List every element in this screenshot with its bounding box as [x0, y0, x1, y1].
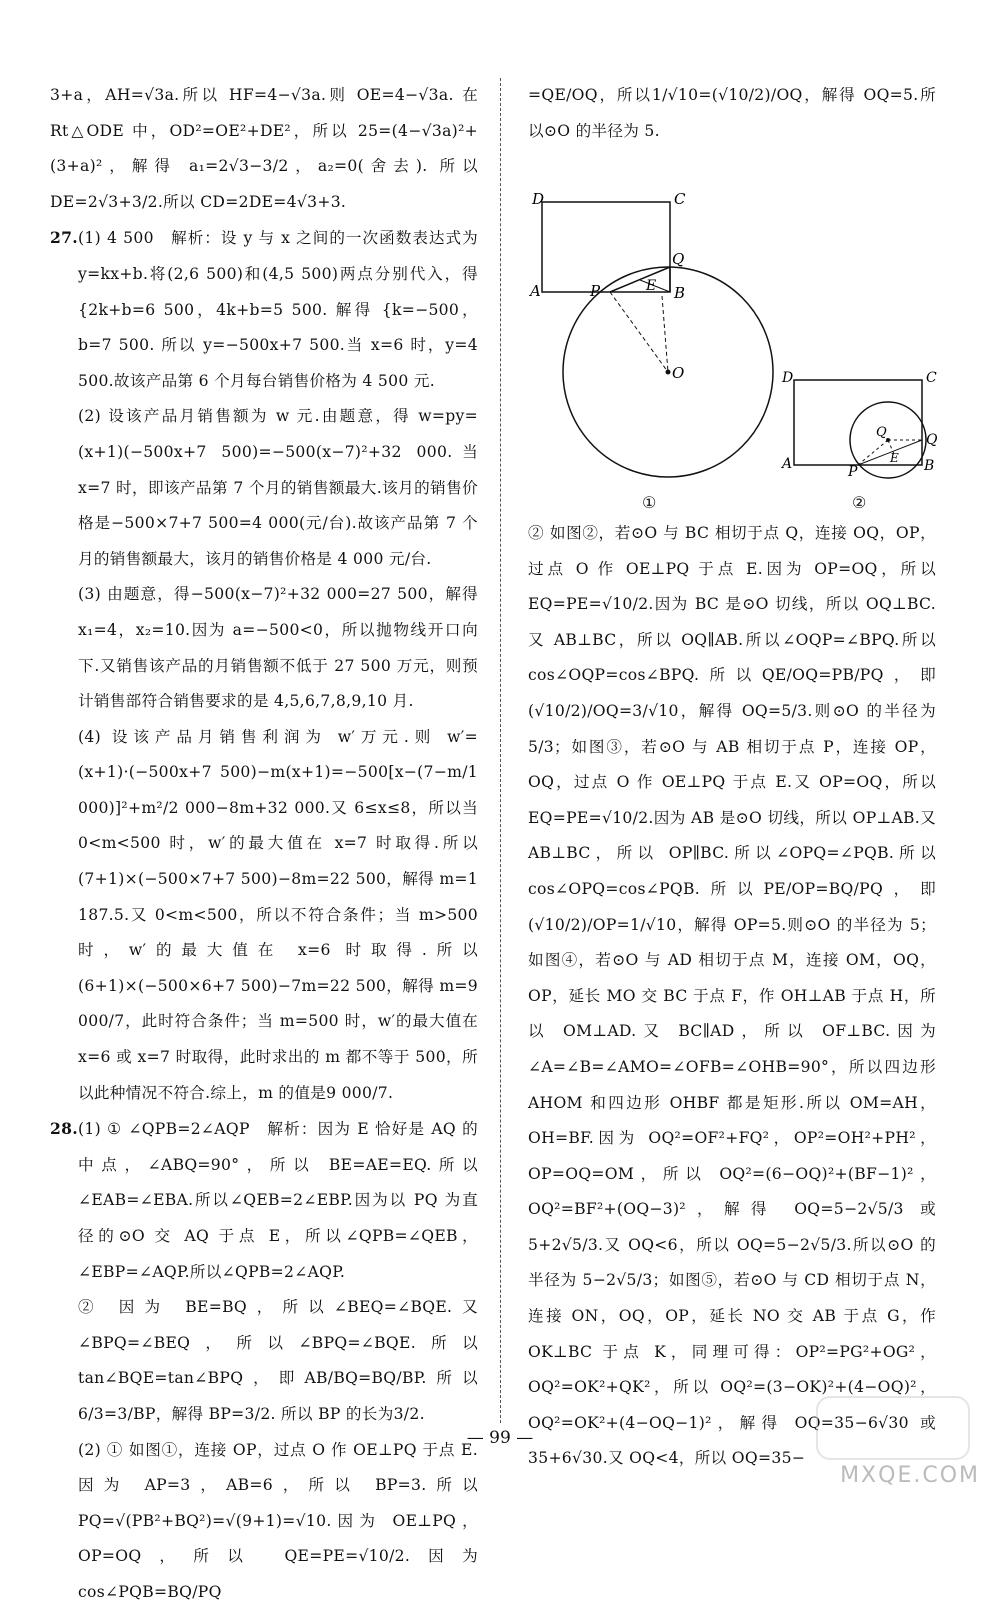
figure-2-diagram	[778, 370, 948, 480]
question-28-part3: (2) ① 如图①，连接 OP，过点 O 作 OE⊥PQ 于点 E.因为 AP=3，AB=6，所以 BP=3.所以 PQ=√(PB²+BQ²)=√(9+1)=√10.因为 OE⊥PQ，OP=OQ，所以 QE=PE=√10/2.因为 cos∠PQB=BQ/PQ	[78, 1440, 478, 1601]
watermark-logo	[816, 1396, 970, 1460]
column-divider	[500, 78, 501, 1423]
segment-op	[610, 292, 668, 372]
paragraph-continuation: 3+a，AH=√3a.所以 HF=4−√3a.则 OE=4−√3a. 在 Rt△ODE 中，OD²=OE²+DE²，所以 25=(4−√3a)²+(3+a)²，解得 a₁=2√3−3/2，a₂=0(舍去). 所以 DE=2√3+3/2.所以 CD=2DE=4√3+3.	[50, 86, 478, 211]
watermark-text: MXQE.COM	[840, 1463, 980, 1488]
question-27-part2: (2) 设该产品月销售额为 w 元.由题意，得 w=py=(x+1)(−500x+7 500)=−500(x−7)²+32 000.当 x=7 时，即该产品第 7 个月的销售额最大.该月的销售价格是−500×7+7 500=4 000(元/台).故该产品第 7 个月的销售额最大，该月的销售价格是 4 000 元/台.	[78, 407, 478, 568]
page-number: — 99 —	[466, 1428, 534, 1448]
label-a: A	[782, 456, 793, 472]
segment-oe	[662, 296, 668, 372]
question-27-part3: (3) 由题意，得−500(x−7)²+32 000=27 500，解得 x₁=4，x₂=10.因为 a=−500<0，所以抛物线开口向下.又销售该产品的月销售额不低于 27 500 万元，则预计销售部符合销售要求的是 4,5,6,7,8,9,10 月.	[78, 585, 478, 711]
question-28-part2: ② 因为 BE=BQ，所以∠BEQ=∠BQE.又∠BPQ=∠BEQ，所以∠BPQ=∠BQE.所以 tan∠BQE=tan∠BPQ，即AB/BQ=BQ/BP.所以6/3=3/BP，解得 BP=3/2. 所以 BP 的长为3/2.	[78, 1298, 478, 1423]
label-e: E	[646, 278, 657, 294]
label-d: D	[532, 190, 545, 208]
label-c: C	[674, 190, 686, 208]
question-28-part1: (1) ① ∠QPB=2∠AQP 解析：因为 E 恰好是 AQ 的中点，∠ABQ=90°，所以 BE=AE=EQ.所以∠EAB=∠EBA.所以∠QEB=2∠EBP.因为以 PQ 为直径的⊙O 交 AQ 于点 E，所以∠QPB=∠QEB，∠EBP=∠AQP.所以∠QPB=2∠AQP.	[78, 1120, 478, 1281]
figure-1-diagram	[522, 190, 782, 480]
label-o: Q	[876, 425, 887, 440]
figure-2	[778, 370, 948, 480]
label-a: A	[530, 282, 541, 300]
center-point	[666, 370, 671, 375]
paragraph-continuation: =QE/OQ，所以1/√10=(√10/2)/OQ，解得 OQ=5.所以⊙O 的半径为 5.	[528, 86, 936, 140]
question-27	[50, 220, 478, 399]
label-p: P	[590, 282, 601, 300]
figure-1	[522, 190, 782, 480]
question-28-part4: ② 如图②，若⊙O 与 BC 相切于点 Q，连接 OQ，OP，过点 O 作 OE⊥PQ 于点 E.因为 OP=OQ，所以 EQ=PE=√10/2.因为 BC 是⊙O 切线，所以 OQ⊥BC.又 AB⊥BC，所以 OQ∥AB.所以∠OQP=∠BPQ.所以 cos∠OQP=cos∠BPQ.所以QE/OQ=PB/PQ，即(√10/2)/OQ=3/√10，解得 OQ=5/3.则⊙O 的半径为5/3；如图③，若⊙O 与 AB 相切于点 P，连接 OP，OQ，过点 O 作 OE⊥PQ 于点 E.又 OP=OQ，所以 EQ=PE=√10/2.因为 AB 是⊙O 切线，所以 OP⊥AB.又 AB⊥BC，所以 OP∥BC.所以∠OPQ=∠PQB.所以 cos∠OPQ=cos∠PQB.所以PE/OP=BQ/PQ，即(√10/2)/OP=1/√10，解得 OP=5.则⊙O 的半径为 5；如图④，若⊙O 与 AD 相切于点 M，连接 OM，OQ，OP，延长 MO 交 BC 于点 F，作 OH⊥AB 于点 H，所以 OM⊥AD.又 BC∥AD，所以 OF⊥BC.因为∠A=∠B=∠AMO=∠OFB=∠OHB=90°，所以四边形 AHOM 和四边形 OHBF 都是矩形.所以 OM=AH，OH=BF.因为 OQ²=OF²+FQ²，OP²=OH²+PH²，OP=OQ=OM，所以 OQ²=(6−OQ)²+(BF−1)²，OQ²=BF²+(OQ−3)²，解得 OQ=5−2√5/3 或 5+2√5/3.又 OQ<6，所以 OQ=5−2√5/3.所以⊙O 的半径为 5−2√5/3；如图⑤，若⊙O 与 CD 相切于点 N，连接 ON，OQ，OP，延长 NO 交 AB 于点 G，作 OK⊥BC 于点 K，同理可得：OP²=PG²+OG²，OQ²=OK²+QK²，所以 OQ²=(3−OK)²+(4−OQ)²，OQ²=OK²+(4−OQ−1)²，解得 OQ=35−6√30 或 35+6√30.又 OQ<4，所以 OQ=35−	[528, 524, 936, 1468]
figure-1-caption: ①	[642, 493, 657, 512]
label-q: Q	[672, 250, 685, 268]
right-column-lower	[528, 516, 936, 1477]
figure-2-caption: ②	[852, 493, 867, 512]
label-e: E	[890, 451, 899, 465]
label-b: B	[924, 458, 935, 474]
segment-op	[858, 440, 888, 465]
label-p: P	[848, 464, 858, 480]
label-o: O	[672, 364, 685, 382]
question-28	[50, 1111, 478, 1290]
left-column	[50, 78, 478, 1611]
question-27-part1: (1) 4 500 解析：设 y 与 x 之间的一次函数表达式为 y=kx+b.将(2,6 500)和(4,5 500)两点分别代入，得 {2k+b=6 500，4k+b=5 500. 解得 {k=−500，b=7 500. 所以 y=−500x+7 500.当 x=6 时，y=4 500.故该产品第 6 个月每台销售价格为 4 500 元.	[78, 229, 478, 390]
question-27-part4: (4) 设该产品月销售利润为 w′万元.则 w′=(x+1)·(−500x+7 500)−m(x+1)=−500[x−(7−m/1 000)]²+m²/2 000−8m+32 000.又 6≤x≤8，所以当 0<m<500 时，w′的最大值在 x=7 时取得.所以(7+1)×(−500×7+7 500)−8m=22 500，解得 m=1 187.5.又 0<m<500，所以不符合条件；当 m>500 时，w′的最大值在 x=6 时取得.所以(6+1)×(−500×6+7 500)−7m=22 500，解得 m=9 000/7，此时符合条件；当 m=500 时，w′的最大值在 x=6 或 x=7 时取得，此时求出的 m 都不等于 500，所以此种情况不符合.综上，m 的值是9 000/7.	[78, 727, 478, 1102]
label-d: D	[782, 370, 794, 386]
rectangle-abcd	[794, 380, 922, 465]
label-b: B	[674, 284, 686, 302]
question-number: 28.	[50, 1119, 79, 1139]
question-number: 27.	[50, 228, 79, 248]
label-c: C	[926, 370, 937, 386]
label-q: Q	[926, 432, 938, 448]
right-column	[528, 78, 936, 149]
